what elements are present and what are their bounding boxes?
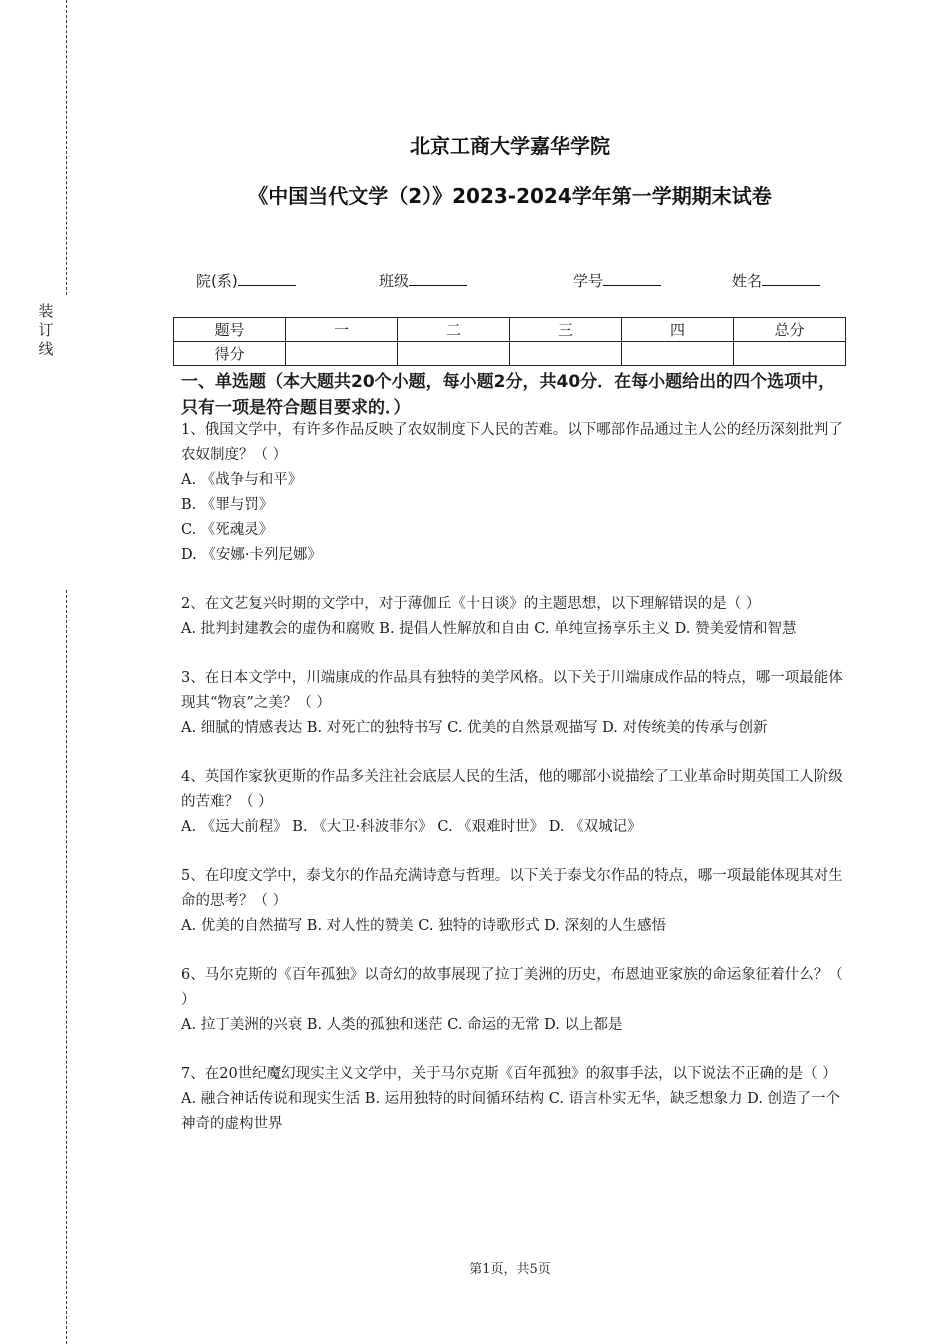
dept-blank [238,271,296,286]
name-field [732,270,820,291]
binding-line-bottom [66,590,67,1344]
student-id-label: 学号 [573,272,604,290]
score-cell [398,342,510,366]
score-table-header-cell: 二 [398,318,510,342]
school-title: 北京工商大学嘉华学院 [410,134,610,158]
question-3 [181,666,843,741]
class-blank [409,271,467,286]
exam-title: 《中国当代文学（2）》2023-2024学年第一学期期末试卷 [248,184,772,208]
class-label: 班级 [379,272,410,290]
question-stem: 5、在印度文学中，泰戈尔的作品充满诗意与哲理。以下关于泰戈尔作品的特点，哪一项最能体现其对生命的思考？（ ） [181,868,843,909]
student-id-field [573,270,661,291]
score-table-header-cell: 总分 [734,318,846,342]
question-stem: 4、英国作家狄更斯的作品多关注社会底层人民的生活，他的哪部小说描绘了工业革命时期英国工人阶级的苦难？（ ） [181,769,843,810]
score-table-header-row [174,318,846,342]
score-cell [510,342,622,366]
question-1 [181,418,843,568]
question-7 [181,1062,843,1137]
question-stem: 2、在文艺复兴时期的文学中，对于薄伽丘《十日谈》的主题思想，以下理解错误的是（ ） [181,596,761,612]
option-a: A. 《战争与和平》 [181,472,303,488]
question-options: A. 优美的自然描写 B. 对人性的赞美 C. 独特的诗歌形式 D. 深刻的人生感悟 [181,918,667,934]
option-c: C. 《死魂灵》 [181,522,274,538]
score-cell [622,342,734,366]
question-2 [181,592,843,642]
page-footer: 第1页，共5页 [469,1262,551,1277]
name-label: 姓名 [732,272,763,290]
question-options: A. 批判封建教会的虚伪和腐败 B. 提倡人性解放和自由 C. 单纯宣扬享乐主义 D. 赞美爱情和智慧 [181,621,797,637]
score-cell [734,342,846,366]
name-blank [762,271,820,286]
question-5 [181,864,843,939]
binding-char: 订 [38,321,54,339]
option-d: D. 《安娜·卡列尼娜》 [181,547,322,563]
question-list [181,418,843,1161]
score-table-header-cell: 题号 [174,318,286,342]
question-options: A. 《远大前程》 B. 《大卫·科波菲尔》 C. 《艰难时世》 D. 《双城记》 [181,819,642,835]
question-options: A. 拉丁美洲的兴衰 B. 人类的孤独和迷茫 C. 命运的无常 D. 以上都是 [181,1017,623,1033]
question-options: A. 融合神话传说和现实生活 B. 运用独特的时间循环结构 C. 语言朴实无华，缺乏想象力 D. 创造了一个神奇的虚构世界 [181,1091,841,1132]
score-table-header-cell: 四 [622,318,734,342]
question-options: A. 细腻的情感表达 B. 对死亡的独特书写 C. 优美的自然景观描写 D. 对传统美的传承与创新 [181,720,768,736]
question-6 [181,963,843,1038]
score-table-header-cell: 三 [510,318,622,342]
score-table [173,317,846,366]
binding-label [36,302,56,359]
section-heading: 一、单选题（本大题共20个小题，每小题2分，共40分．在每小题给出的四个选项中，只有一项是符合题目要求的．） [181,372,836,418]
student-id-blank [603,271,661,286]
question-stem: 6、马尔克斯的《百年孤独》以奇幻的故事展现了拉丁美洲的历史，布恩迪亚家族的命运象征着什么？（ ） [181,967,843,1008]
dept-label: 院(系) [196,272,238,290]
question-stem: 1、俄国文学中，有许多作品反映了农奴制度下人民的苦难。以下哪部作品通过主人公的经历深刻批判了农奴制度？（ ） [181,422,843,463]
binding-char: 装 [38,302,54,320]
question-stem: 3、在日本文学中，川端康成的作品具有独特的美学风格。以下关于川端康成作品的特点，哪一项最能体现其“物哀”之美？（ ） [181,670,843,711]
class-field [379,270,467,291]
binding-char: 线 [38,340,54,358]
question-4 [181,765,843,840]
score-table-score-row [174,342,846,366]
dept-field [196,270,296,291]
score-row-label: 得分 [174,342,286,366]
option-b: B. 《罪与罚》 [181,497,274,513]
question-stem: 7、在20世纪魔幻现实主义文学中，关于马尔克斯《百年孤独》的叙事手法，以下说法不正确的是（ ） [181,1066,837,1082]
score-cell [286,342,398,366]
score-table-header-cell: 一 [286,318,398,342]
